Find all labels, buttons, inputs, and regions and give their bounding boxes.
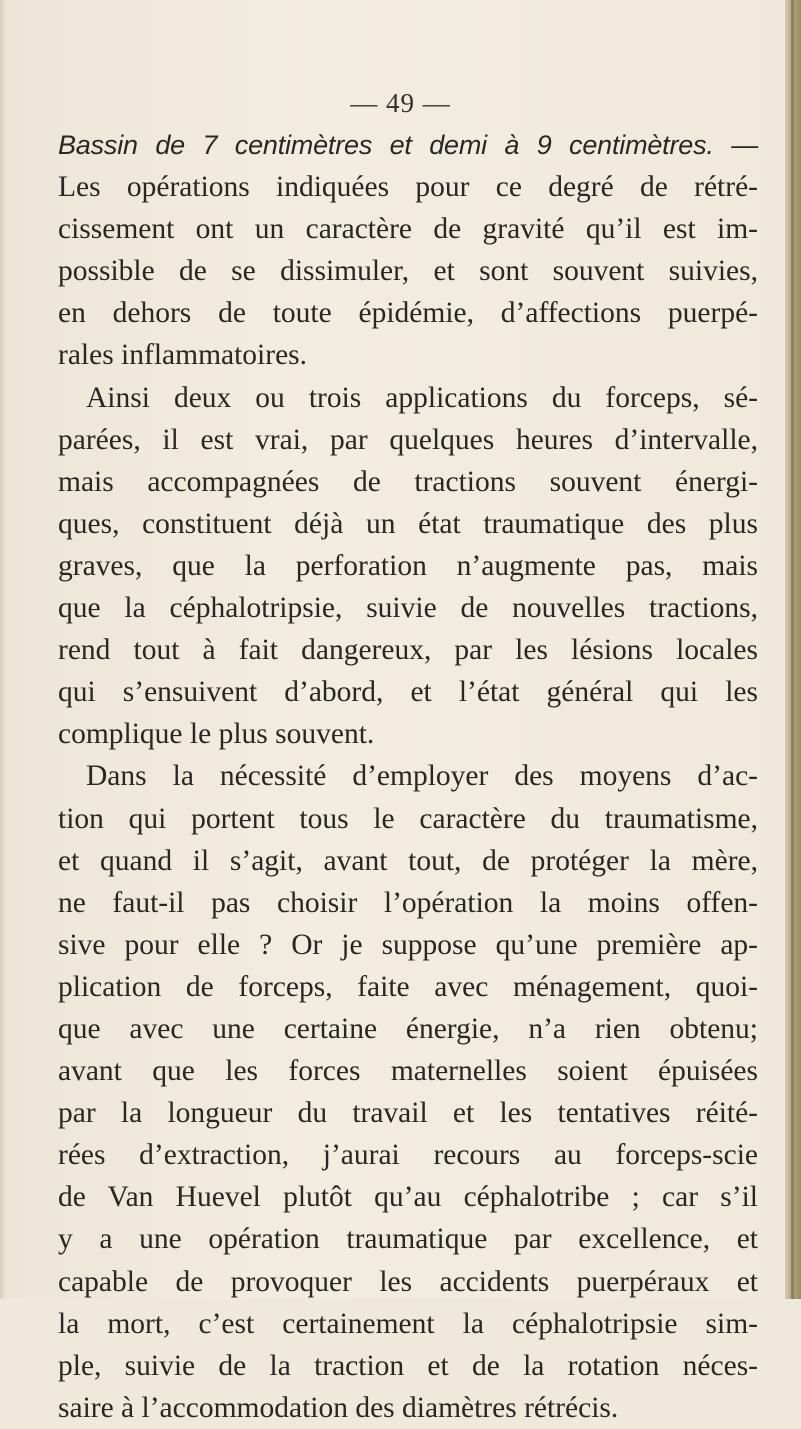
text-line: sive pour elle ? Or je suppose qu’une première ap- <box>58 928 758 961</box>
text-line: de Van Huevel plutôt qu’au céphalotribe ; car s’il <box>58 1181 758 1214</box>
text-line: et quand il s’agit, avant tout, de protéger la mère, <box>58 844 758 877</box>
text-line-paragraph-end: rales inflammatoires. <box>58 339 308 372</box>
text-line: ne faut-il pas choisir l’opération la moins offen- <box>58 886 758 919</box>
text-line: cissement ont un caractère de gravité qu’il est im- <box>58 213 758 246</box>
text-line: parées, il est vrai, par quelques heures d’intervalle, <box>58 423 758 456</box>
text-line: Les opérations indiquées pour ce degré de rétré- <box>58 171 758 204</box>
text-line: plication de forceps, faite avec ménagement, quoi- <box>58 970 758 1003</box>
text-line: ques, constituent déjà un état traumatique des plus <box>58 507 758 540</box>
text-line: que la céphalotripsie, suivie de nouvelles tractions, <box>58 592 758 625</box>
text-line: que avec une certaine énergie, n’a rien obtenu; <box>58 1012 758 1045</box>
text-line: en dehors de toute épidémie, d’affections puerpé- <box>58 297 758 330</box>
text-line: la mort, c’est certainement la céphalotripsie sim- <box>58 1307 758 1340</box>
text-line: par la longueur du travail et les tentatives réité- <box>58 1097 758 1130</box>
text-line-paragraph-end: saire à l’accommodation des diamètres rétrécis. <box>58 1391 619 1424</box>
body-text <box>58 124 758 1429</box>
text-line: qui s’ensuivent d’abord, et l’état général qui les <box>58 676 758 709</box>
book-spine-edge <box>785 0 801 1299</box>
text-line: mais accompagnées de tractions souvent énergi- <box>58 465 758 498</box>
text-line: rend tout à fait dangereux, par les lésions locales <box>58 634 758 667</box>
text-line: y a une opération traumatique par excellence, et <box>58 1223 758 1256</box>
text-line: ple, suivie de la traction et de la rotation néces- <box>58 1349 758 1382</box>
text-line-paragraph-start: Ainsi deux ou trois applications du forceps, sé- <box>86 381 758 414</box>
text-line-paragraph-end: complique le plus souvent. <box>58 718 375 751</box>
text-line: rées d’extraction, j’aurai recours au forceps-scie <box>58 1139 758 1172</box>
text-line: avant que les forces maternelles soient épuisées <box>58 1055 758 1088</box>
text-line-paragraph-start: Dans la nécessité d’employer des moyens d’ac- <box>86 760 758 793</box>
page-left-edge <box>0 0 6 1299</box>
text-line: graves, que la perforation n’augmente pas, mais <box>58 549 758 582</box>
page-number: — 49 — <box>350 88 451 118</box>
text-line: capable de provoquer les accidents puerpéraux et <box>58 1265 758 1298</box>
text-line: tion qui portent tous le caractère du traumatisme, <box>58 802 758 835</box>
text-line-italic-heading: Bassin de 7 centimètres et demi à 9 centimètres. — <box>58 130 758 160</box>
text-line: possible de se dissimuler, et sont souvent suivies, <box>58 255 758 288</box>
